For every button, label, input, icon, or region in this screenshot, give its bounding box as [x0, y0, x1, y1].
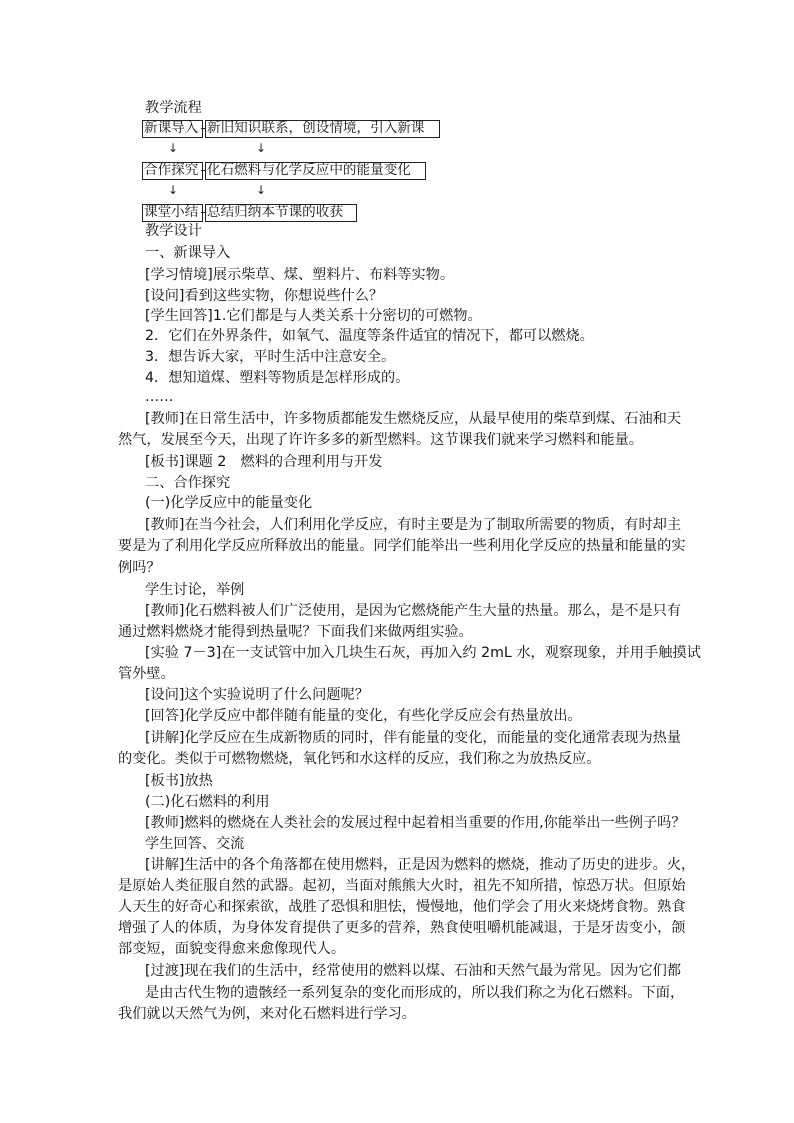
text-line: 增强了人的体质，为身体发育提供了更多的营养，熟食使咀嚼机能减退，于是牙齿变小，颌 — [118, 920, 686, 936]
text-line: 的变化。类似于可燃物燃烧，氧化钙和水这样的反应，我们称之为放热反应。 — [118, 751, 601, 767]
text-line: 4．想知道煤、塑料等物质是怎样形成的。 — [145, 370, 410, 386]
text-line: [学习情境]展示柴草、煤、塑料片、布料等实物。 — [145, 267, 455, 283]
text-line: [教师]在当今社会，人们利用化学反应，有时主要是为了制取所需要的物质，有时却主 — [145, 517, 682, 533]
flow-step-3-desc: 总结归纳本节课的收获 — [205, 204, 357, 222]
text-line: 通过燃料燃烧才能得到热量呢？下面我们来做两组实验。 — [118, 624, 473, 640]
flow-arrow-down-icon: ↓ — [168, 183, 179, 197]
flow-arrow-down-icon: ↓ — [168, 141, 179, 155]
section-heading: 教学设计 — [145, 223, 202, 239]
section-heading: 二、合作探究 — [145, 475, 231, 491]
section-heading: 一、新课导入 — [145, 245, 231, 261]
text-line: [教师]燃料的燃烧在人类社会的发展过程中起着相当重要的作用,你能举出一些例子吗？ — [145, 815, 686, 831]
text-line: 部变短，面貌变得愈来愈像现代人。 — [118, 941, 346, 957]
text-line: [设问]这个实验说明了什么问题呢？ — [145, 687, 369, 703]
text-line: [讲解]生活中的各个角落都在使用燃料，正是因为燃料的燃烧，推动了历史的进步。火， — [145, 857, 696, 873]
text-line: [板书]放热 — [145, 773, 213, 789]
text-line: [过渡]现在我们的生活中，经常使用的燃料以煤、石油和天然气最为常见。因为它们都 — [145, 963, 682, 979]
text-line: 学生回答、交流 — [145, 836, 245, 852]
flow-step-1-desc: 新旧知识联系，创设情境，引入新课 — [205, 120, 440, 138]
text-line: [实验 7－3]在一支试管中加入几块生石灰，再加入约 2mL 水，观察现象，并用手触摸试 — [145, 645, 701, 661]
text-line: [回答]化学反应中都伴随有能量的变化，有些化学反应会有热量放出。 — [145, 708, 582, 724]
text-line: 学生讨论，举例 — [145, 582, 245, 598]
flow-arrow-down-icon: ↓ — [256, 141, 267, 155]
text-line: [设问]看到这些实物，你想说些什么？ — [145, 288, 384, 304]
text-line: 是原始人类征服自然的武器。起初，当面对熊熊大火时，祖先不知所措，惊恐万状。但原始 — [118, 878, 686, 894]
flow-title: 教学流程 — [145, 100, 202, 116]
section-heading: (二)化石燃料的利用 — [145, 794, 270, 810]
flow-step-1-label: 新课导入 — [142, 120, 203, 138]
text-line: [学生回答]1.它们都是与人类关系十分密切的可燃物。 — [145, 308, 482, 324]
text-line: 2．它们在外界条件，如氧气、温度等条件适宜的情况下，都可以燃烧。 — [145, 328, 594, 344]
flow-arrow-down-icon: ↓ — [256, 183, 267, 197]
text-line: 然气，发展至今天，出现了许许多多的新型燃料。这节课我们就来学习燃料和能量。 — [118, 432, 643, 448]
text-line: …… — [145, 389, 174, 405]
text-line: 是由古代生物的遗骸经一系列复杂的变化而形成的，所以我们称之为化石燃料。下面， — [145, 985, 685, 1001]
text-line: [教师]在日常生活中，许多物质都能发生燃烧反应，从最早使用的柴草到煤、石油和天 — [145, 411, 682, 427]
text-line: 管外壁。 — [118, 666, 175, 682]
text-line: [教师]化石燃料被人们广泛使用，是因为它燃烧能产生大量的热量。那么，是不是只有 — [145, 603, 682, 619]
text-line: [板书]课题 2 燃料的合理利用与开发 — [145, 454, 383, 470]
flow-step-2-label: 合作探究 — [142, 162, 203, 180]
text-line: 例吗？ — [118, 560, 161, 576]
text-line: 3．想告诉大家，平时生活中注意安全。 — [145, 349, 396, 365]
text-line: 要是为了利用化学反应所释放出的能量。同学们能举出一些利用化学反应的热量和能量的实 — [118, 538, 686, 554]
flow-step-3-label: 课堂小结 — [142, 204, 203, 222]
text-line: [讲解]化学反应在生成新物质的同时，伴有能量的变化，而能量的变化通常表现为热量 — [145, 730, 682, 746]
text-line: 人天生的好奇心和探索欲，战胜了恐惧和胆怯，慢慢地，他们学会了用火来烧烤食物。熟食 — [118, 899, 686, 915]
section-heading: (一)化学反应中的能量变化 — [145, 495, 313, 511]
flow-step-2-desc: 化石燃料与化学反应中的能量变化 — [205, 162, 426, 180]
text-line: 我们就以天然气为例，来对化石燃料进行学习。 — [118, 1006, 416, 1022]
